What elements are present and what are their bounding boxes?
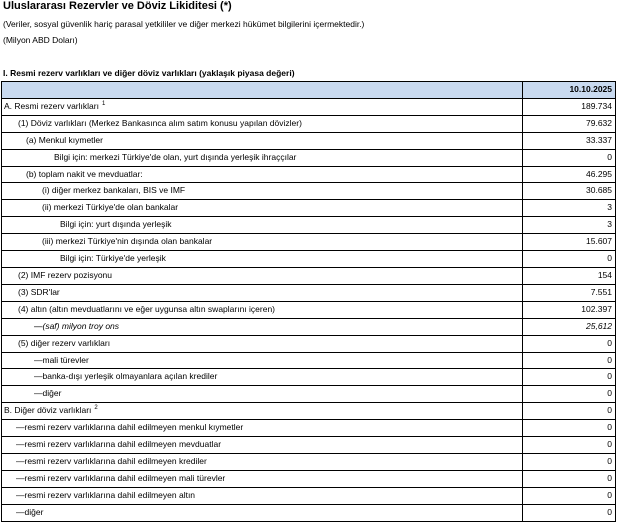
row-value: 102.397 [523,301,616,318]
row-label-cell [2,217,523,234]
table-row [2,149,616,166]
row-label-cell [2,234,523,251]
row-value: 0 [523,386,616,403]
row-label-cell [2,403,523,420]
row-label-cell [2,115,523,132]
row-label-cell [2,318,523,335]
row-value: 79.632 [523,115,616,132]
row-label-cell [2,437,523,454]
row-label: —diğer [34,388,62,399]
row-label: (3) SDR'lar [18,286,60,297]
row-label-cell [2,453,523,470]
row-label: —banka-dışı yerleşik olmayanlara açılan krediler [34,371,218,382]
row-label: (4) altın (altın mevduatlarını ve eğer uygunsa altın swaplarını içeren) [18,303,276,314]
table-row [2,183,616,200]
table-row [2,166,616,183]
table-row [2,504,616,521]
row-label-cell [2,183,523,200]
table-row [2,115,616,132]
row-label-cell [2,470,523,487]
reserves-table [1,81,616,522]
date-header: 10.10.2025 [523,82,616,99]
row-label: —mali türevler [34,354,89,365]
table-row [2,487,616,504]
row-label: A. Resmi rezerv varlıkları [4,100,99,111]
page-subtitle: (Veriler, sosyal güvenlik hariç parasal yetkililer ve diğer merkezi hükümet bilgilerini içermektedir.) [3,19,365,29]
table-row [2,318,616,335]
row-value: 0 [523,420,616,437]
row-label-cell [2,386,523,403]
table-row [2,470,616,487]
row-label: (b) toplam nakit ve mevduatlar: [26,168,143,179]
table-row [2,234,616,251]
row-label: B. Diğer döviz varlıkları [4,405,92,416]
table-row [2,200,616,217]
table-row [2,386,616,403]
row-label: —resmi rezerv varlıklarına dahil edilmeyen altın [16,489,196,500]
table-row [2,453,616,470]
row-label-cell [2,98,523,115]
table-row [2,301,616,318]
row-label: Bilgi için: merkezi Türkiye'de olan, yurt dışında yerleşik ihraççılar [54,151,297,162]
row-value: 0 [523,149,616,166]
row-value: 0 [523,251,616,268]
row-value: 0 [523,403,616,420]
table-row [2,437,616,454]
unit-note: (Milyon ABD Doları) [3,35,78,45]
row-label: (2) IMF rezerv pozisyonu [18,269,112,280]
section-title: I. Resmi rezerv varlıkları ve diğer döviz varlıkları (yaklaşık piyasa değeri) [3,68,295,78]
footnote-marker: 1 [101,101,106,108]
footnote-marker: 2 [94,405,98,412]
row-value: 0 [523,369,616,386]
row-label-cell [2,420,523,437]
row-label: —resmi rezerv varlıklarına dahil edilmeyen mevduatlar [16,439,222,450]
row-value: 0 [523,437,616,454]
row-label-cell [2,284,523,301]
row-value: 154 [523,267,616,284]
row-label: —resmi rezerv varlıklarına dahil edilmeyen mali türevler [16,472,226,483]
row-label: (ii) merkezi Türkiye'de olan bankalar [42,202,179,213]
row-value: 30.685 [523,183,616,200]
table-row [2,284,616,301]
row-label: (iii) merkezi Türkiye'nin dışında olan bankalar [42,236,213,247]
row-value: 33.337 [523,132,616,149]
table-row [2,369,616,386]
table-row [2,403,616,420]
row-value: 0 [523,470,616,487]
row-label-cell [2,504,523,521]
row-label: (1) Döviz varlıkları (Merkez Bankasınca alım satım konusu yapılan dövizler) [18,117,302,128]
row-label-cell [2,149,523,166]
row-label: (a) Menkul kıymetler [26,134,103,145]
row-label: —(saf) milyon troy ons [34,320,120,331]
table-row [2,335,616,352]
row-label-cell [2,352,523,369]
table-row [2,267,616,284]
row-label-cell [2,166,523,183]
row-label-cell [2,301,523,318]
row-value: 0 [523,352,616,369]
table-header-row [2,82,616,99]
row-value: 46.295 [523,166,616,183]
row-label: (5) diğer rezerv varlıkları [18,337,111,348]
row-value: 3 [523,217,616,234]
row-label-cell [2,251,523,268]
table-row [2,217,616,234]
row-label-cell [2,369,523,386]
row-label: —resmi rezerv varlıklarına dahil edilmeyen menkul kıymetler [16,422,244,433]
row-label: Bilgi için: Türkiye'de yerleşik [60,253,166,264]
row-value: 0 [523,453,616,470]
row-value: 0 [523,335,616,352]
row-label-cell [2,200,523,217]
row-label: Bilgi için: yurt dışında yerleşik [60,219,172,230]
row-label-cell [2,132,523,149]
header-label-cell [2,82,523,99]
page-title: Uluslararası Rezervler ve Döviz Likiditesi (*) [3,0,232,12]
row-value: 3 [523,200,616,217]
table-row [2,420,616,437]
row-label: (i) diğer merkez bankaları, BIS ve IMF [42,185,186,196]
row-label: —diğer [16,506,44,517]
table-row [2,352,616,369]
row-value: 7.551 [523,284,616,301]
row-value: 25,612 [523,318,616,335]
row-value: 189.734 [523,98,616,115]
row-label: —resmi rezerv varlıklarına dahil edilmeyen krediler [16,455,207,466]
row-label-cell [2,267,523,284]
table-row [2,251,616,268]
table-row [2,98,616,115]
row-value: 15.607 [523,234,616,251]
row-value: 0 [523,487,616,504]
table-row [2,132,616,149]
row-label-cell [2,335,523,352]
row-value: 0 [523,504,616,521]
row-label-cell [2,487,523,504]
